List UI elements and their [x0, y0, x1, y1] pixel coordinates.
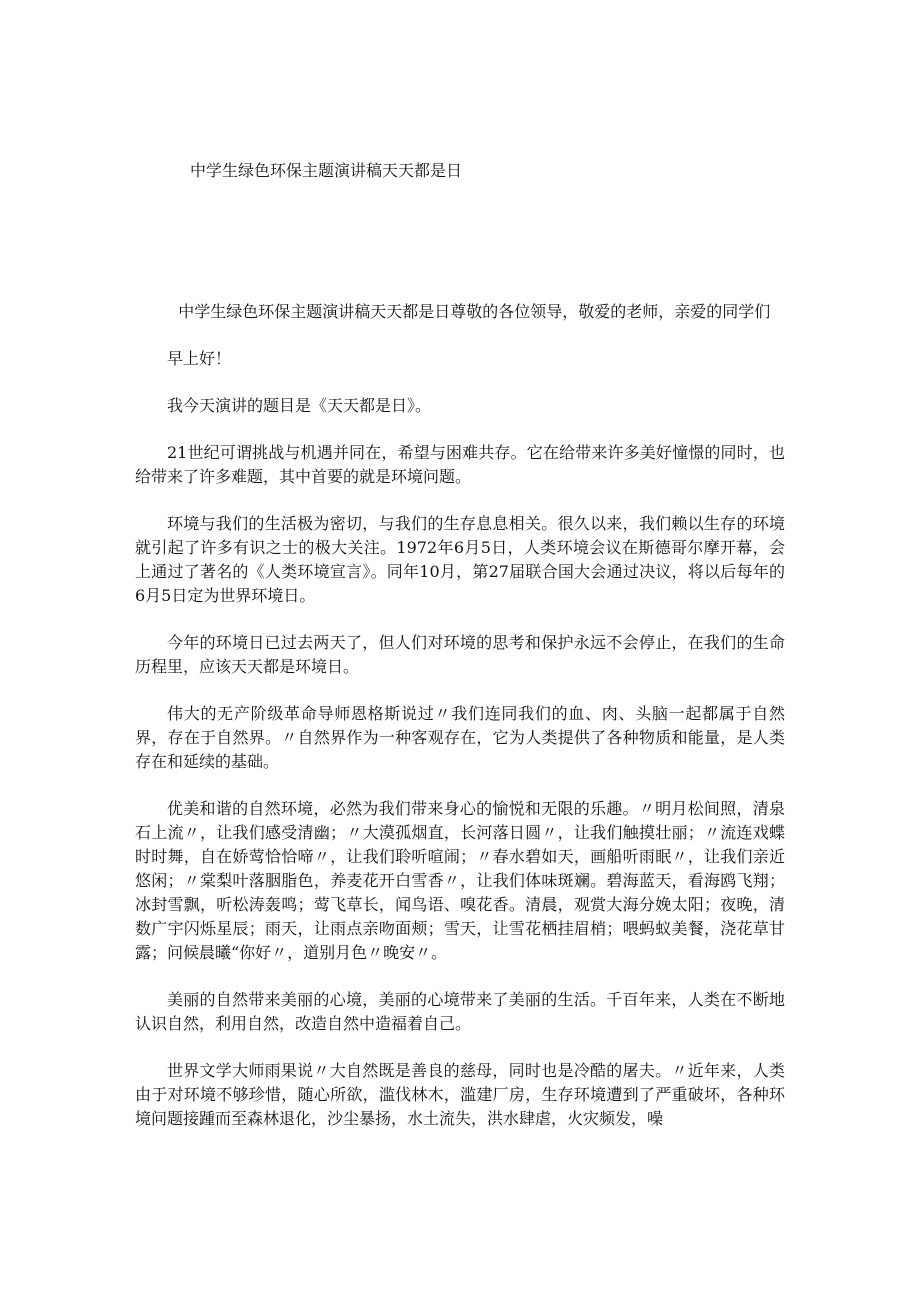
document-body: [135, 300, 785, 1154]
paragraph: 今年的环境日已过去两天了，但人们对环境的思考和保护永远不会停止，在我们的生命历程里，应该天天都是环境日。: [135, 633, 785, 676]
paragraph: 世界文学大师雨果说〃大自然既是善良的慈母，同时也是冷酷的屠夫。〃近年来，人类由于对环境不够珍惜，随心所欲，滥伐林木，滥建厂房，生存环境遭到了严重破坏，各种环境问题接踵而至森林退化，沙尘暴扬，水土流失，洪水肆虐，火灾频发，噪: [135, 1061, 785, 1128]
paragraph: 优美和谐的自然环境，必然为我们带来身心的愉悦和无限的乐趣。〃明月松间照，清泉石上流〃，让我们感受清幽；〃大漠孤烟直，长河落日圆〃，让我们触摸壮丽；〃流连戏蝶时时舞，自在娇莺恰恰啼〃，让我们聆听喧闹；〃春水碧如天，画船听雨眠〃，让我们亲近悠闲；〃棠梨叶落胭脂色，养麦花开白雪香〃，让我们体味斑斓。碧海蓝天，看海鸥飞翔；冰封雪飘，听松涛轰鸣；莺飞草长，闻鸟语、嗅花香。清晨，观赏大海分娩太阳；夜晚，清数广宇闪烁星辰；雨天，让雨点亲吻面颊；雪天，让雪花栖挂眉梢；喂蚂蚁美餐，浇花草甘露；问候晨曦“你好〃，道别月色〃晚安〃。: [135, 799, 785, 962]
paragraph: 中学生绿色环保主题演讲稿天天都是日尊敬的各位领导，敬爱的老师，亲爱的同学们: [178, 302, 771, 321]
paragraph: 伟大的无产阶级革命导师恩格斯说过〃我们连同我们的血、肉、头脑一起都属于自然界，存在于自然界。〃自然界作为一种客观存在，它为人类提供了各种物质和能量，是人类存在和延续的基础。: [135, 704, 785, 771]
paragraph: 美丽的自然带来美丽的心境，美丽的心境带来了美丽的生活。千百年来，人类在不断地认识自然，利用自然，改造自然中造福着自己。: [135, 990, 785, 1033]
paragraph: 环境与我们的生活极为密切，与我们的生存息息相关。很久以来，我们赖以生存的环境就引起了许多有识之士的极大关注。1972年6月5日，人类环境会议在斯德哥尔摩开幕，会上通过了著名的《人类环境宣言》。同年10月，第27届联合国大会通过决议，将以后每年的6月5日定为世界环境日。: [135, 514, 785, 605]
paragraph: 我今天演讲的题目是《天天都是日》。: [167, 396, 432, 415]
paragraph: 早上好！: [167, 349, 232, 368]
paragraph: 21世纪可谓挑战与机遇并同在，希望与困难共存。它在给带来许多美好憧憬的同时，也给带来了许多难题，其中首要的就是环境问题。: [135, 443, 785, 486]
document-title: 中学生绿色环保主题演讲稿天天都是日: [190, 161, 463, 180]
